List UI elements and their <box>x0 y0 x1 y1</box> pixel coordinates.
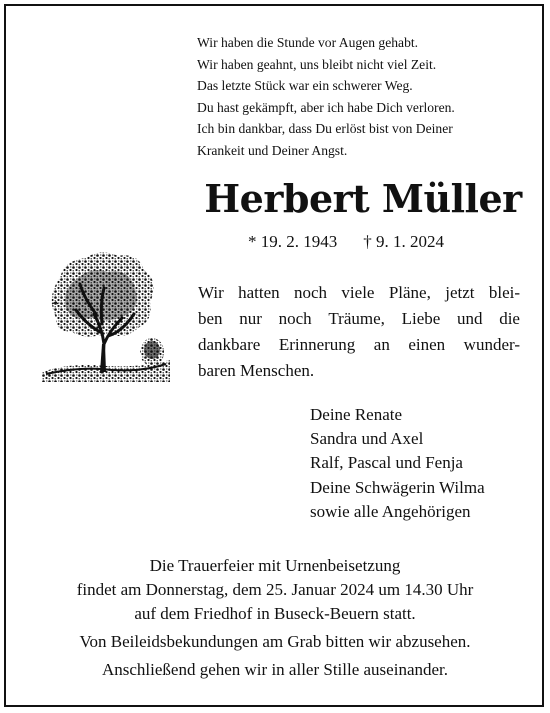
signer: sowie alle Angehörigen <box>310 501 471 521</box>
quote-word: einen <box>408 335 446 354</box>
quote-word: an <box>373 335 390 354</box>
poem-line: Wir haben geahnt, uns bleibt nicht viel Zeit. <box>197 56 437 72</box>
quote-word: ben <box>198 309 223 328</box>
closing-note: Anschließend gehen wir in aller Stille auseinander. <box>101 660 449 679</box>
signers-list <box>310 403 530 524</box>
quote-word: viele <box>341 283 375 302</box>
quote-line: baren Menschen. <box>198 361 315 380</box>
quote-word: jetzt <box>445 283 475 302</box>
quote-word: nur <box>239 309 262 328</box>
quote-word: noch <box>294 283 328 302</box>
funeral-notice <box>14 554 536 682</box>
quote-word: und <box>457 309 483 328</box>
funeral-line: auf dem Friedhof in Buseck-Beuern statt. <box>134 604 416 623</box>
quote-word: dankbare <box>198 335 261 354</box>
quote-word: Erinnerung <box>278 335 356 354</box>
quote-line <box>198 280 520 306</box>
birth-date: * 19. 2. 1943 <box>248 232 338 251</box>
quote-block <box>198 280 520 384</box>
quote-word: Träume, <box>328 309 385 328</box>
life-dates <box>248 232 478 252</box>
quote-word: blei- <box>488 283 520 302</box>
funeral-line: Die Trauerfeier mit Urnenbeisetzung <box>149 556 401 575</box>
poem-block <box>197 32 532 162</box>
quote-word: die <box>499 309 520 328</box>
poem-line: Krankeit und Deiner Angst. <box>197 142 348 158</box>
quote-line <box>198 306 520 332</box>
signer: Sandra und Axel <box>310 429 424 449</box>
deceased-name: Herbert Müller <box>204 176 522 221</box>
quote-word: wunder- <box>463 335 520 354</box>
poem-line: Das letzte Stück war ein schwerer Weg. <box>197 78 413 94</box>
poem-line: Ich bin dankbar, dass Du erlöst bist von Deiner <box>197 121 453 137</box>
condolence-note: Von Beileidsbekundungen am Grab bitten wir abzusehen. <box>79 632 471 651</box>
signer: Deine Schwägerin Wilma <box>310 477 485 497</box>
death-date: † 9. 1. 2024 <box>363 232 444 251</box>
quote-word: Pläne, <box>388 283 431 302</box>
quote-word: noch <box>278 309 312 328</box>
poem-line: Du hast gekämpft, aber ich habe Dich verloren. <box>197 99 455 115</box>
quote-word: Wir <box>198 283 224 302</box>
quote-word: Liebe <box>401 309 441 328</box>
funeral-line: findet am Donnerstag, dem 25. Januar 2024 um 14.30 Uhr <box>76 580 474 599</box>
quote-word: hatten <box>238 283 280 302</box>
tree-illustration-icon <box>42 248 170 382</box>
signer: Deine Renate <box>310 405 403 424</box>
signer: Ralf, Pascal und Fenja <box>310 453 463 473</box>
poem-line: Wir haben die Stunde vor Augen gehabt. <box>197 35 419 50</box>
quote-line <box>198 332 520 358</box>
